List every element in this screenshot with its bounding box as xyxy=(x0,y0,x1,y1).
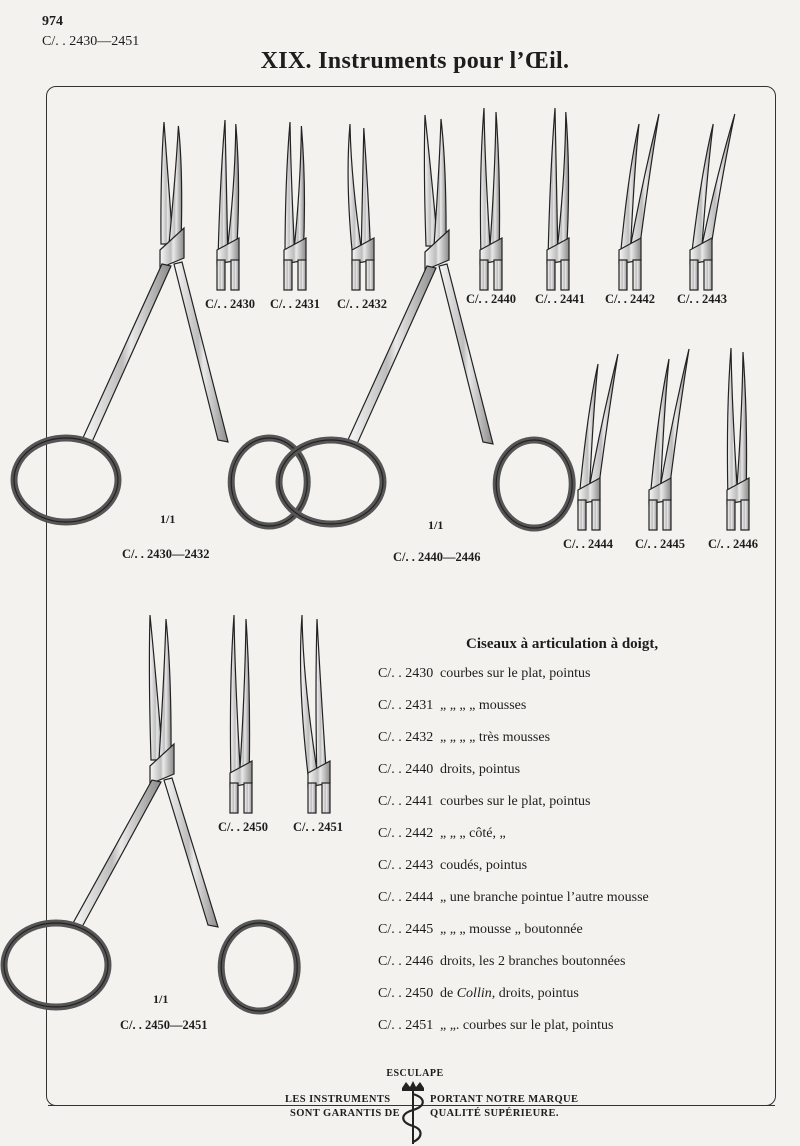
scissor-shank xyxy=(578,500,586,530)
legend-row-2444 xyxy=(378,890,649,906)
footer-text: SONT GARANTIS DE xyxy=(290,1108,401,1119)
scissor-shank xyxy=(619,260,627,290)
scissor-blade xyxy=(434,119,446,246)
legend-text: coudés, pointus xyxy=(440,858,528,873)
legend-row-2441 xyxy=(378,794,590,810)
figure-label-2450: C/. . 2450 xyxy=(218,820,268,834)
scissor-blade xyxy=(548,108,558,260)
scissor-shank xyxy=(347,266,436,444)
scissor-blade xyxy=(285,122,295,260)
legend-heading: Ciseaux à articulation à doigt, xyxy=(466,636,659,652)
scissor-blade xyxy=(230,615,241,783)
legend-row-2430 xyxy=(378,666,590,682)
scissor-shank xyxy=(230,783,238,813)
scissor-shank xyxy=(352,260,360,290)
scissor-shank xyxy=(284,260,292,290)
scissor-blade xyxy=(736,352,747,500)
legend-text: droits, les 2 branches boutonnées xyxy=(440,954,626,969)
scissor-shank xyxy=(298,260,306,290)
footer-text: LES INSTRUMENTS xyxy=(285,1094,391,1105)
scale-mark: 1/1 xyxy=(428,518,444,532)
figure-label-2430: C/. . 2430 xyxy=(205,297,255,311)
figure-label-2445: C/. . 2445 xyxy=(635,537,685,551)
figure-label-2450-2451: C/. . 2450—2451 xyxy=(120,1018,208,1032)
legend-text: „ „ „ „ très mousses xyxy=(440,730,551,745)
footer-text: QUALITÉ SUPÉRIEURE. xyxy=(430,1108,559,1119)
scissor-ring-left-outline xyxy=(4,923,108,1007)
scissor-blade xyxy=(239,619,250,783)
scissor-blade xyxy=(348,124,363,260)
legend-code: C/. . 2441 xyxy=(378,794,434,809)
figure-label-2430-2432: C/. . 2430—2432 xyxy=(122,547,210,561)
catalog-range: C/. . 2430—2451 xyxy=(42,34,140,49)
legend-text: courbes sur le plat, pointus xyxy=(440,794,591,809)
scissor-shank xyxy=(244,783,252,813)
scissor-shank xyxy=(690,260,698,290)
legend-code: C/. . 2431 xyxy=(378,698,434,713)
scissor-shank xyxy=(704,260,712,290)
page-number: 974 xyxy=(42,14,63,29)
scissor-shank xyxy=(727,500,735,530)
figure-label-2442: C/. . 2442 xyxy=(605,292,655,306)
scissor-blade xyxy=(316,619,327,783)
legend-row-2446 xyxy=(378,954,625,970)
scissor-shank xyxy=(547,260,555,290)
scissor-ring-right-outline xyxy=(221,923,297,1011)
scissor-shank xyxy=(741,500,749,530)
scissor-shank xyxy=(366,260,374,290)
scissor-blade xyxy=(169,126,182,244)
figure-label-2443: C/. . 2443 xyxy=(677,292,727,306)
brand-name: ESCULAPE xyxy=(386,1068,444,1079)
scissor-blade xyxy=(489,112,500,260)
scissor-shank xyxy=(82,264,171,442)
legend-code: C/. . 2440 xyxy=(378,762,434,777)
scissor-shank xyxy=(561,260,569,290)
scissor-shank xyxy=(322,783,330,813)
caduceus-logo-icon xyxy=(396,1080,430,1146)
legend-code: C/. . 2432 xyxy=(378,730,434,745)
scissor-blade xyxy=(480,108,491,260)
legend-text: droits, pointus xyxy=(440,762,521,777)
scissor-ring-left-outline xyxy=(279,440,383,524)
legend-row-2445 xyxy=(378,922,583,938)
scale-mark: 1/1 xyxy=(160,512,176,526)
legend-code: C/. . 2442 xyxy=(378,826,434,841)
scissor-shank xyxy=(480,260,488,290)
legend-row-2451 xyxy=(378,1018,613,1034)
legend-text: „ une branche pointue l’autre mousse xyxy=(440,890,649,905)
scissor-blade xyxy=(727,348,738,500)
legend-code: C/. . 2450 xyxy=(378,986,434,1001)
legend-code: C/. . 2444 xyxy=(378,890,434,905)
figure-label-2440-2446: C/. . 2440—2446 xyxy=(393,550,481,564)
legend-code: C/. . 2445 xyxy=(378,922,434,937)
legend-row-2432 xyxy=(378,730,550,746)
legend-text-prefix: de xyxy=(440,986,457,1001)
figure-label-2440: C/. . 2440 xyxy=(466,292,516,306)
footer-rule xyxy=(545,1105,775,1106)
scissor-ring-left-outline xyxy=(14,438,118,522)
page-title: XIX. Instruments pour l’Œil. xyxy=(260,48,570,74)
scissor-shank xyxy=(592,500,600,530)
scissor-blade xyxy=(218,120,228,260)
scissor-shank xyxy=(663,500,671,530)
legend-text: courbes sur le plat, pointus xyxy=(440,666,591,681)
legend-code: C/. . 2443 xyxy=(378,858,434,873)
legend-text: „ „ „ côté, „ xyxy=(440,826,506,841)
scissor-shank xyxy=(231,260,239,290)
scissor-blade xyxy=(556,112,569,260)
scissor-ring-right-outline xyxy=(496,440,572,528)
figure-label-2444: C/. . 2444 xyxy=(563,537,613,551)
scissor-shank xyxy=(72,780,161,927)
footer-text: PORTANT NOTRE MARQUE xyxy=(430,1094,579,1105)
scissor-shank xyxy=(633,260,641,290)
scissor-shank xyxy=(308,783,316,813)
legend-row-2442 xyxy=(378,826,506,842)
scissor-shank xyxy=(649,500,657,530)
scissor-blade xyxy=(159,619,171,760)
legend-code: C/. . 2451 xyxy=(378,1018,434,1033)
legend-text-author: Collin, xyxy=(456,986,496,1001)
legend-row-2450 xyxy=(378,986,579,1002)
figure-label-2446: C/. . 2446 xyxy=(708,537,758,551)
footer-rule xyxy=(48,1105,284,1106)
legend-row-2443 xyxy=(378,858,527,874)
legend-text-suffix: droits, pointus xyxy=(495,986,579,1001)
figure-label-2441: C/. . 2441 xyxy=(535,292,585,306)
legend-row-2431 xyxy=(378,698,526,714)
scissor-shank xyxy=(494,260,502,290)
legend-text: „ „. courbes sur le plat, pointus xyxy=(440,1018,614,1033)
figure-label-2431: C/. . 2431 xyxy=(270,297,320,311)
legend-text: „ „ „ „ mousses xyxy=(440,698,527,713)
legend-row-2440 xyxy=(378,762,520,778)
legend-code: C/. . 2430 xyxy=(378,666,434,681)
legend-text: „ „ „ mousse „ boutonnée xyxy=(440,922,583,937)
scale-mark: 1/1 xyxy=(153,992,169,1006)
figure-label-2451: C/. . 2451 xyxy=(293,820,343,834)
scissor-shank xyxy=(217,260,225,290)
scissor-shank xyxy=(439,264,493,444)
scissor-shank xyxy=(164,778,218,927)
figure-label-2432: C/. . 2432 xyxy=(337,297,387,311)
legend-code: C/. . 2446 xyxy=(378,954,434,969)
